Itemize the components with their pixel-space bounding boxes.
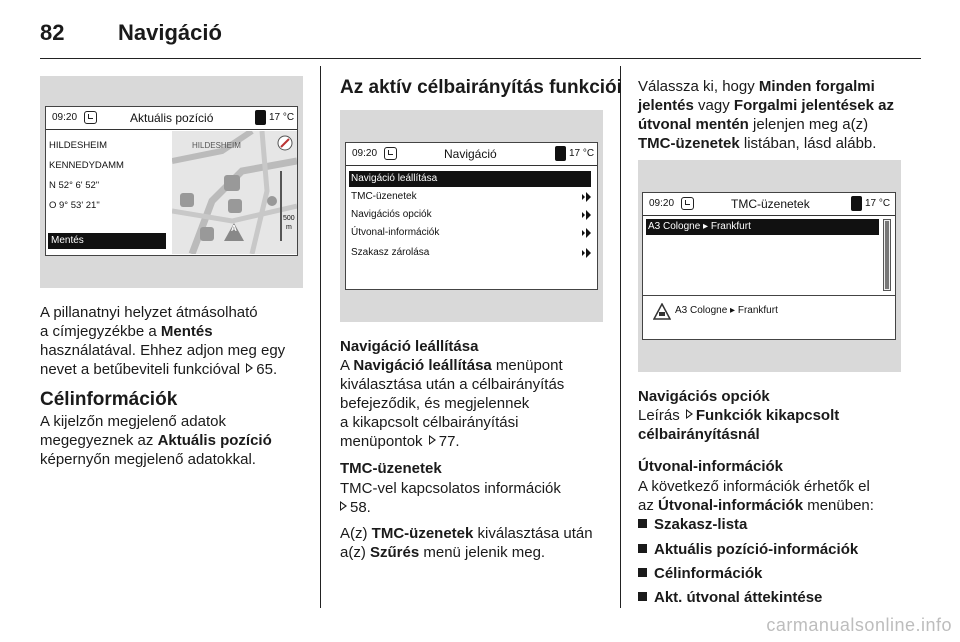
- bullet-square-icon: [638, 592, 647, 601]
- text-span: Válassza ki, hogy: [638, 78, 759, 95]
- bold-term[interactable]: célbairányításnál: [638, 426, 760, 443]
- menu-item-label: Útvonal-információk: [351, 227, 440, 238]
- xref-arrow-icon: [340, 501, 347, 511]
- text-span: A: [340, 357, 354, 374]
- menu-item-label: Szakasz zárolása: [351, 247, 430, 258]
- bold-term: Szűrés: [370, 544, 420, 561]
- bullet-label: Aktuális pozíció-információk: [654, 541, 859, 558]
- current-position-screen: [45, 106, 298, 256]
- text-span: megegyeznek az: [40, 432, 158, 449]
- save-button[interactable]: Mentés: [48, 233, 166, 249]
- position-info-list: [49, 136, 124, 216]
- subheading-route-info: Útvonal-információk: [638, 458, 784, 475]
- xref-arrow-icon: [429, 435, 436, 445]
- tmc-list-scrollbar[interactable]: [883, 219, 891, 291]
- text-line: TMC-vel kapcsolatos információk: [340, 480, 561, 497]
- tmc-list-intro-paragraph: [638, 77, 923, 153]
- bullet-square-icon: [638, 568, 647, 577]
- text-line: [638, 134, 923, 153]
- section-heading-destination-info: Célinformációk: [40, 389, 178, 410]
- screen-time: 09:20: [52, 112, 78, 123]
- screen-temperature: 17 °C: [269, 112, 295, 123]
- text-span: nevet a betűbeviteli funkcióval: [40, 361, 245, 378]
- tmc-messages-screen: [642, 192, 896, 340]
- column-divider: [620, 66, 621, 608]
- text-line: A pillanatnyi helyzet átmásolható: [40, 304, 258, 321]
- bold-term: Mentés: [160, 323, 213, 340]
- subheading-stop-navigation: Navigáció leállítása: [340, 338, 479, 355]
- screen-temperature: 17 °C: [569, 148, 595, 159]
- bullet-label: Célinformációk: [654, 565, 763, 582]
- text-line: A következő információk érhetők el: [638, 478, 870, 495]
- menu-arrow-icon: [586, 248, 591, 258]
- screen-separator: [643, 215, 895, 216]
- bullet-list-item: [638, 589, 822, 606]
- clock-icon: [84, 111, 97, 124]
- thermometer-icon: [255, 110, 266, 125]
- traffic-warning-icon: [653, 303, 671, 321]
- screen-time: 09:20: [352, 148, 378, 159]
- position-line: HILDESHEIM: [49, 140, 108, 151]
- text-span: a(z): [340, 544, 370, 561]
- scrollbar-thumb[interactable]: [885, 221, 889, 289]
- text-span: a címjegyzékbe a: [40, 323, 161, 340]
- clock-icon: [681, 197, 694, 210]
- bold-term[interactable]: Funkciók kikapcsolt: [695, 407, 840, 424]
- position-line: KENNEDYDAMM: [49, 160, 124, 171]
- menu-item-navigation-options[interactable]: [349, 207, 591, 223]
- subheading-tmc-messages: TMC-üzenetek: [340, 460, 442, 477]
- page-header: [40, 14, 920, 50]
- tmc-message-detail: A3 Cologne ▸ Frankfurt: [675, 305, 778, 316]
- text-line: [340, 432, 610, 451]
- route-info-paragraph: [638, 477, 923, 515]
- bold-term: Útvonal-információk: [658, 497, 804, 514]
- menu-arrow-icon: [586, 192, 591, 202]
- screen-title: Navigáció: [444, 147, 497, 161]
- menu-arrow-icon: [586, 228, 591, 238]
- tmc-select-paragraph: [340, 524, 615, 562]
- text-span: kiválasztása után: [473, 525, 593, 542]
- watermark: carmanualsonline.info: [766, 615, 952, 635]
- thermometer-icon: [555, 146, 566, 161]
- text-line: befejeződik, és megjelennek: [340, 395, 530, 412]
- compass-icon: [278, 136, 292, 150]
- map-scale-value: 500: [283, 215, 295, 222]
- bold-term: Aktuális pozíció: [157, 432, 272, 449]
- map-city-label: HILDESHEIM: [192, 141, 241, 150]
- text-span: menüpont: [491, 357, 563, 374]
- bold-term: Forgalmi jelentések az: [733, 97, 894, 114]
- text-line: [638, 425, 923, 444]
- screen-temperature: 17 °C: [865, 198, 891, 209]
- destination-info-paragraph: [40, 412, 310, 469]
- menu-item-stop-navigation[interactable]: [349, 171, 591, 187]
- text-line: [40, 360, 310, 379]
- text-line: A kijelzőn megjelenő adatok: [40, 413, 226, 430]
- bold-term: TMC-üzenetek: [638, 135, 740, 152]
- screen-status-bar: [346, 143, 597, 165]
- xref-arrow-icon: [686, 409, 693, 419]
- navigation-menu-screen: [345, 142, 598, 290]
- text-line: [340, 524, 615, 543]
- screen-separator: [346, 165, 597, 166]
- page-number: 82: [40, 20, 65, 45]
- bullet-label: Szakasz-lista: [654, 516, 748, 533]
- text-span: menü jelenik meg.: [419, 544, 546, 561]
- menu-item-route-info[interactable]: [349, 225, 591, 241]
- screen-time: 09:20: [649, 198, 675, 209]
- bullet-label: Akt. útvonal áttekintése: [654, 589, 823, 606]
- menu-item-label: TMC-üzenetek: [351, 191, 417, 202]
- bullet-square-icon: [638, 519, 647, 528]
- menu-item-label: A3 Cologne ▸ Frankfurt: [648, 221, 751, 232]
- text-line: [40, 431, 310, 450]
- text-line: [638, 115, 923, 134]
- text-line: [340, 356, 610, 375]
- map-position-marker: A: [231, 224, 237, 233]
- screen-title: TMC-üzenetek: [731, 197, 810, 211]
- screen-title: Aktuális pozíció: [130, 111, 214, 125]
- menu-item-tmc-messages[interactable]: [349, 189, 591, 205]
- text-line: használatával. Ehhez adjon meg egy: [40, 342, 286, 359]
- section-heading-active-guidance: Az aktív célbairányítás funkciói: [340, 77, 622, 98]
- text-span: menüpontok: [340, 433, 427, 450]
- text-line: [340, 498, 610, 517]
- text-line: [638, 77, 923, 96]
- xref-arrow-icon: [246, 363, 253, 373]
- screen-status-bar: [643, 193, 895, 215]
- page-reference[interactable]: 77.: [438, 433, 460, 450]
- bullet-list-item: [638, 541, 858, 558]
- page-reference[interactable]: 65.: [256, 361, 278, 378]
- bold-term: Minden forgalmi: [758, 78, 875, 95]
- thermometer-icon: [851, 196, 862, 211]
- menu-item-block-section[interactable]: [349, 245, 591, 261]
- text-span: Leírás: [638, 407, 684, 424]
- screen-status-bar: [46, 107, 297, 129]
- stop-navigation-paragraph: [340, 356, 610, 451]
- bullet-list-item: [638, 516, 747, 533]
- navigation-options-paragraph: [638, 406, 923, 444]
- column-divider: [320, 66, 321, 608]
- text-line: a kikapcsolt célbairányítási: [340, 414, 519, 431]
- bold-term: Navigáció leállítása: [353, 357, 492, 374]
- bold-term: jelentés: [638, 97, 694, 114]
- map-view: [172, 131, 297, 254]
- text-line: [340, 543, 615, 562]
- screen-figure-tmc-messages: [638, 160, 901, 372]
- menu-item-label: Navigáció leállítása: [351, 173, 438, 184]
- text-span: vagy: [693, 97, 734, 114]
- map-scale-unit: m: [286, 224, 292, 231]
- menu-item-label: Navigációs opciók: [351, 209, 432, 220]
- screen-separator: [643, 295, 895, 296]
- bullet-square-icon: [638, 544, 647, 553]
- text-line: [638, 96, 923, 115]
- position-line: O 9° 53' 21": [49, 200, 100, 211]
- text-span: listában, lásd alább.: [739, 135, 877, 152]
- page-reference[interactable]: 58.: [350, 499, 371, 516]
- text-line: képernyőn megjelenő adatokkal.: [40, 451, 256, 468]
- tmc-message-item[interactable]: [646, 219, 879, 235]
- text-line: kiválasztása után a célbairányítás: [340, 376, 565, 393]
- text-line: [638, 496, 923, 515]
- menu-arrow-icon: [586, 210, 591, 220]
- text-span: az: [638, 497, 659, 514]
- position-line: N 52° 6' 52": [49, 180, 100, 191]
- text-line: [638, 406, 923, 425]
- screen-figure-navigation-menu: [340, 110, 603, 322]
- current-position-paragraph: [40, 303, 310, 379]
- bold-term: útvonal mentén: [638, 116, 749, 133]
- chapter-title: Navigáció: [118, 20, 222, 45]
- screen-separator: [46, 129, 297, 130]
- text-span: A(z): [340, 525, 372, 542]
- bold-term: TMC-üzenetek: [371, 525, 474, 542]
- text-line: [40, 322, 310, 341]
- tmc-paragraph: [340, 479, 610, 517]
- clock-icon: [384, 147, 397, 160]
- screen-figure-current-position: [40, 76, 303, 288]
- header-rule: [40, 58, 921, 59]
- subheading-navigation-options: Navigációs opciók: [638, 388, 770, 405]
- text-span: menüben:: [803, 497, 874, 514]
- text-span: jelenjen meg a(z): [748, 116, 869, 133]
- bullet-list-item: [638, 565, 762, 582]
